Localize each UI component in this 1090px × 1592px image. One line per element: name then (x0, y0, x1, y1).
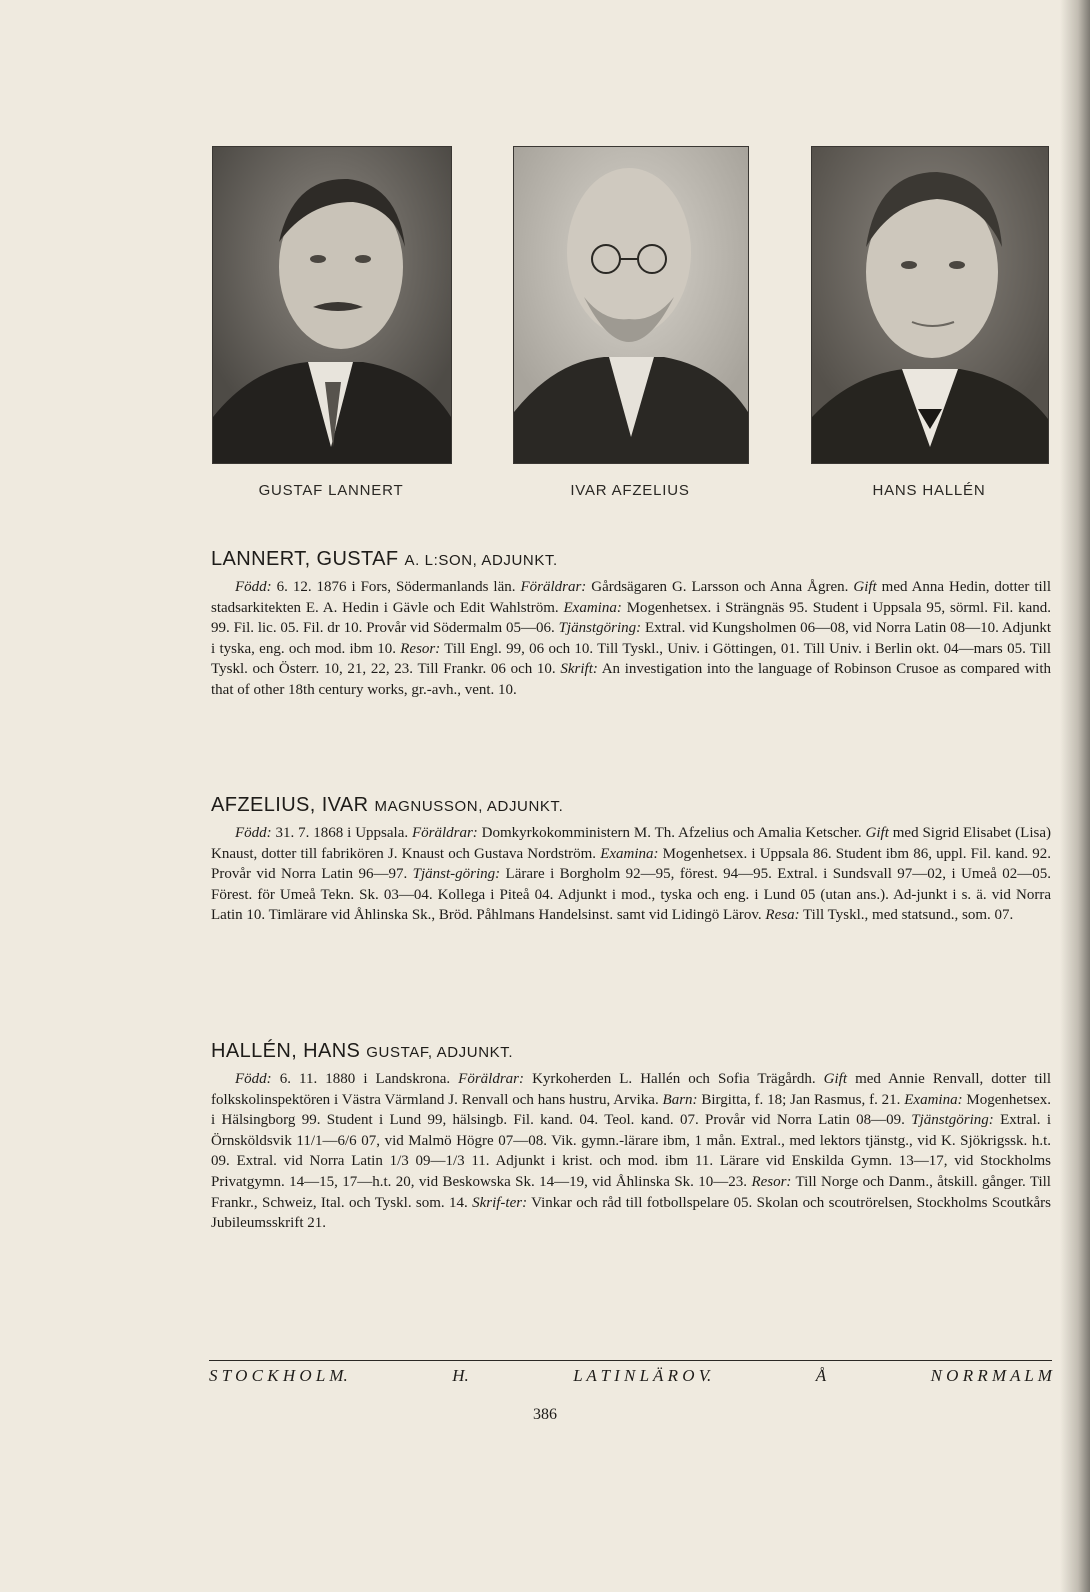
field-label: Resor: (751, 1173, 792, 1190)
field-label: Skrift: (560, 661, 598, 678)
field-text: Kyrkoherden L. Hallén och Sofia Trägårdh. (524, 1071, 824, 1087)
portrait-ivar-afzelius (513, 146, 749, 464)
field-label: Examina: (563, 599, 622, 616)
field-label: Född: (235, 579, 272, 595)
field-text: An investigation into the language of Robinson Crusoe as compared with that of other 18th century works, gr.-avh., vent. 10. (211, 661, 1051, 698)
portrait-image (514, 147, 748, 463)
field-text: Extral. vid Kungsholmen 06—08, vid Norra Latin 08—10. Adjunkt i tyska, eng. och mod. ibm 10. (211, 620, 1051, 657)
portrait-image (812, 147, 1048, 463)
field-text: Mogenhetsex. i Hälsingborg 99. Student i Lund 99, hälsingb. Fil. kand. 04. Teol. kand. 07. Provår vid Norra Latin 08—09. (211, 1091, 1051, 1129)
field-label: Tjänstgöring: (558, 620, 642, 637)
field-label: Tjänst-göring: (412, 866, 501, 883)
footer-word: S T O C K H O L M. (209, 1366, 348, 1385)
entry-name-suffix: MAGNUSSON, ADJUNKT. (374, 798, 564, 815)
field-label: Gift (853, 579, 877, 595)
field-text: Gårdsägaren G. Larsson och Anna Ågren. (586, 579, 854, 595)
portrait-row (0, 146, 1090, 466)
entry-name: AFZELIUS, IVAR (211, 794, 369, 816)
field-text: 6. 11. 1880 i Landskrona. (271, 1071, 459, 1087)
footer-word: N O R R M A L M (930, 1366, 1052, 1385)
biography-entry (211, 548, 1051, 701)
entry-name-suffix: A. L:SON, ADJUNKT. (404, 552, 558, 569)
field-text: Mogenhetsex. i Uppsala 86. Student ibm 86, uppl. Fil. kand. 92. Provår vid Norra Latin 96—97. (211, 845, 1052, 883)
field-text: med Anna Hedin, dotter till stadsarkitekten E. A. Hedin i Gävle och Edit Wahlström. (211, 579, 1052, 616)
field-label: Föräldrar: (411, 825, 478, 841)
entry-name: LANNERT, GUSTAF (211, 548, 399, 570)
portrait-image (213, 147, 451, 463)
entry-name: HALLÉN, HANS (211, 1040, 361, 1062)
field-label: Barn: (662, 1091, 698, 1108)
entry-body (211, 1069, 1051, 1234)
running-footer (209, 1366, 1052, 1386)
footer-word: L A T I N L Ä R O V. (573, 1366, 712, 1385)
entry-heading (211, 548, 1051, 571)
footer-word: Å (815, 1366, 827, 1385)
page-number: 386 (533, 1406, 557, 1423)
entry-body (211, 823, 1051, 926)
field-text: Domkyrkokomministern M. Th. Afzelius och Amalia Ketscher. (477, 825, 866, 841)
field-label: Skrif-ter: (472, 1194, 528, 1211)
field-text: Lärare i Borgholm 92—95, förest. 94—95. Extral. i Sundsvall 97—02, i Umeå 02—05. Förest. för Umeå Tekn. Sk. 03—04. Kollega i Piteå 04. Adjunkt i mod., tyska och eng. i Lund 05 (utan ans.). Ad-junkt i s. ä. vid Norra Latin 10. Timlärare vid Åhlinska Sk., Bröd. Påhlmans Handelsinst. samt vid Lidingö Lärov. (211, 866, 1052, 924)
portrait-gustaf-lannert (212, 146, 452, 464)
entry-heading (211, 1040, 1051, 1063)
field-text: Birgitta, f. 18; Jan Rasmus, f. 21. (697, 1091, 905, 1108)
portrait-hans-hallen (811, 146, 1049, 464)
field-label: Föräldrar: (458, 1071, 525, 1087)
field-label: Född: (235, 825, 272, 841)
footer-word: H. (452, 1366, 469, 1385)
entry-name-suffix: GUSTAF, ADJUNKT. (366, 1044, 514, 1061)
field-text: Till Norge och Danm., åtskill. gånger. Till Frankr., Schweiz, Ital. och Tyskl. som. 14. (211, 1173, 1051, 1211)
entry-heading (211, 794, 1051, 817)
field-text: Till Tyskl., med statsund., som. 07. (799, 907, 1014, 924)
portrait-caption: GUSTAF LANNERT (258, 482, 404, 499)
portrait-caption: HANS HALLÉN (872, 482, 986, 499)
field-text: med Annie Renvall, dotter till folkskolinspektören i Västra Värmland J. Renvall och hans hustru, Arvika. (211, 1071, 1052, 1108)
biography-entry (211, 1040, 1051, 1234)
footer-rule (209, 1360, 1052, 1361)
field-text: 31. 7. 1868 i Uppsala. (271, 825, 412, 841)
entry-body (211, 577, 1051, 701)
field-text: Mogenhetsex. i Strängnäs 95. Student i Uppsala 95, sörml. Fil. kand. 99. Fil. lic. 05. Fil. dr 10. Provår vid Södermalm 05—06. (211, 599, 1051, 637)
field-text: Extral. i Örnsköldsvik 11/1—6/6 07, vid Malmö Högre 07—08. Vik. gymn.-lärare ibm, 1 mån. Extral., med lektors tjänstg., vid K. Sjökrigssk. h.t. 09. Extral. vid Norra Latin 1/3 09—1/3 11. Adjunkt i krist. och mod. ibm 11. Lärare vid Enskilda Gymn. 13—17, vid Stockholms Privatgymn. 14—15, 17—h.t. 20, vid Beskowska Sk. 14—19, vid Åhlinska Sk. 10—23. (211, 1112, 1051, 1190)
field-label: Resa: (765, 907, 800, 924)
biography-entry (211, 794, 1051, 926)
field-label: Tjänstgöring: (911, 1112, 994, 1129)
field-label: Examina: (904, 1091, 963, 1108)
field-label: Född: (235, 1071, 272, 1087)
field-label: Gift (823, 1071, 848, 1087)
field-text: med Sigrid Elisabet (Lisa) Knaust, dotter till fabrikören J. Knaust och Gustava Nordström. (211, 825, 1051, 862)
field-text: Vinkar och råd till fotbollspelare 05. Skolan och scoutrörelsen, Stockholms Scoutkårs Jubileumsskrift 21. (211, 1194, 1052, 1232)
field-label: Resor: (400, 640, 441, 657)
field-label: Examina: (600, 845, 659, 862)
field-text: 6. 12. 1876 i Fors, Södermanlands län. (271, 579, 521, 595)
field-label: Föräldrar: (520, 579, 587, 595)
field-text: Till Engl. 99, 06 och 10. Till Tyskl., Univ. i Göttingen, 01. Till Univ. i Berlin okt. 04—mars 05. Till Tyskl. och Österr. 10, 21, 22, 23. Till Frankr. 06 och 10. (211, 640, 1051, 678)
field-label: Gift (865, 825, 889, 841)
portrait-caption: IVAR AFZELIUS (570, 482, 690, 499)
